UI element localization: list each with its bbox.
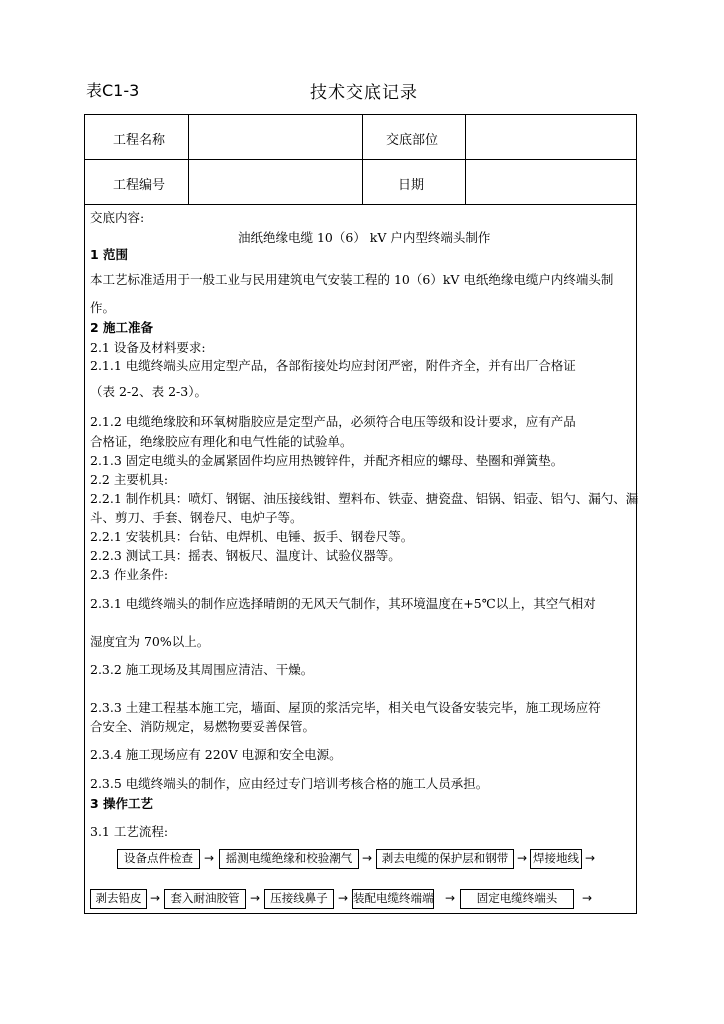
handover-part-label: 交底部位 bbox=[386, 133, 439, 148]
section-heading: 3 操作工艺 bbox=[90, 796, 154, 811]
date-label: 日期 bbox=[398, 178, 425, 193]
col-divider bbox=[362, 114, 363, 204]
arrow-right-icon: → bbox=[250, 891, 261, 905]
row-divider bbox=[84, 204, 637, 205]
body-line: 本工艺标准适用于一般工业与民用建筑电气安装工程的 10（6）kV 电纸绝缘电缆户内终端头制 bbox=[90, 272, 614, 287]
body-line: 2.2.1 安装机具：台钻、电焊机、电锤、扳手、钢卷尺等。 bbox=[90, 529, 414, 544]
body-line: 2.2.1 制作机具：喷灯、钢锯、油压接线钳、塑料布、铁壶、搪瓷盘、铝锅、铝壶、铝勺、漏勺、漏 bbox=[90, 491, 639, 506]
body-line: 2.3.5 电缆终端头的制作，应由经过专门培训考核合格的施工人员承担。 bbox=[90, 776, 489, 791]
flow-step: 固定电缆终端头 bbox=[460, 889, 574, 909]
arrow-right-icon: → bbox=[445, 891, 456, 905]
flow-step: 套入耐油胶管 bbox=[164, 889, 246, 909]
section-heading: 1 范围 bbox=[90, 247, 129, 262]
arrow-right-icon: → bbox=[204, 851, 215, 865]
body-line: 作。 bbox=[90, 300, 116, 315]
content-subtitle: 油纸绝缘电缆 10（6） kV 户内型终端头制作 bbox=[238, 230, 491, 245]
flow-step: 设备点件检查 bbox=[117, 849, 200, 869]
body-line: 2.3.1 电缆终端头的制作应选择晴朗的无风天气制作，其环境温度在+5℃以上，其空气相对 bbox=[90, 596, 596, 611]
body-line: 3.1 工艺流程: bbox=[90, 824, 169, 839]
arrow-right-icon: → bbox=[517, 851, 528, 865]
body-line: 2.3.2 施工现场及其周围应清洁、干燥。 bbox=[90, 662, 314, 677]
body-line: 2.3.4 施工现场应有 220V 电源和安全电源。 bbox=[90, 747, 342, 762]
arrow-right-icon: → bbox=[362, 851, 373, 865]
body-line: 合格证，绝缘胶应有理化和电气性能的试验单。 bbox=[90, 434, 353, 449]
body-line: 2.1.1 电缆终端头应用定型产品，各部衔接处均应封闭严密，附件齐全，并有出厂合格证 bbox=[90, 358, 576, 373]
body-line: 斗、剪刀、手套、钢卷尺、电炉子等。 bbox=[90, 510, 303, 525]
arrow-right-icon: → bbox=[582, 891, 593, 905]
flow-step: 剥去铅皮 bbox=[90, 889, 147, 909]
body-line: 2.3 作业条件: bbox=[90, 567, 169, 582]
body-line: 2.1.3 固定电缆头的金属紧固件均应用热镀锌件，并配齐相应的螺母、垫圈和弹簧垫。 bbox=[90, 453, 564, 468]
flow-step: 摇测电缆绝缘和校验潮气 bbox=[219, 849, 359, 869]
body-line: 2.1.2 电缆绝缘胶和环氧树脂胶应是定型产品，必须符合电压等级和设计要求，应有产品 bbox=[90, 414, 576, 429]
arrow-right-icon: → bbox=[338, 891, 349, 905]
project-no-label: 工程编号 bbox=[113, 178, 166, 193]
arrow-right-icon: → bbox=[585, 851, 596, 865]
flow-step: 压接线鼻子 bbox=[264, 889, 334, 909]
flow-step: 剥去电缆的保护层和钢带 bbox=[376, 849, 514, 869]
section-heading: 2 施工准备 bbox=[90, 320, 154, 335]
flow-step: 焊接地线 bbox=[530, 849, 582, 869]
body-line: 合安全、消防规定，易燃物要妥善保管。 bbox=[90, 719, 316, 734]
body-line: 2.2.3 测试工具：摇表、钢板尺、温度计、试验仪器等。 bbox=[90, 548, 401, 563]
content-label: 交底内容: bbox=[90, 210, 145, 225]
col-divider bbox=[465, 114, 466, 204]
body-line: （表 2-2、表 2-3）。 bbox=[90, 384, 207, 399]
arrow-right-icon: → bbox=[150, 891, 161, 905]
row-divider bbox=[84, 159, 637, 160]
body-line: 2.1 设备及材料要求: bbox=[90, 340, 206, 355]
project-name-label: 工程名称 bbox=[113, 133, 166, 148]
body-line: 2.3.3 土建工程基本施工完，墙面、屋顶的浆活完毕，相关电气设备安装完毕，施工现场应符 bbox=[90, 700, 601, 715]
flow-step: 装配电缆终端端 bbox=[352, 889, 434, 909]
body-line: 湿度宜为 70%以上。 bbox=[90, 634, 210, 649]
body-line: 2.2 主要机具: bbox=[90, 472, 169, 487]
col-divider bbox=[188, 114, 189, 204]
form-number: 表C1-3 bbox=[86, 81, 140, 100]
page-title: 技术交底记录 bbox=[310, 83, 418, 103]
